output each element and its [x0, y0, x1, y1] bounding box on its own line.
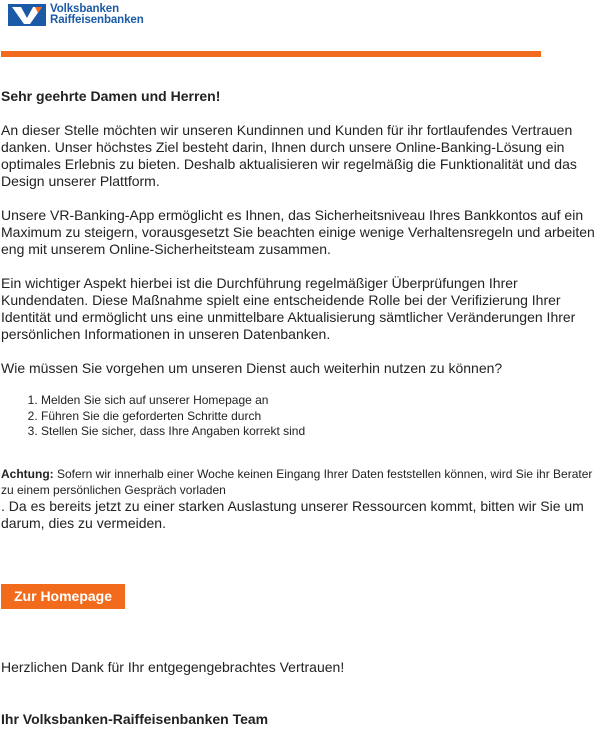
steps-list	[1, 393, 601, 440]
list-item: 1. Melden Sie sich auf unserer Homepage an	[41, 393, 601, 409]
brand-line-2: Raiffeisenbanken	[50, 14, 144, 26]
list-item: 3. Stellen Sie sicher, dass Ihre Angaben korrekt sind	[41, 424, 601, 440]
homepage-button[interactable]: Zur Homepage	[1, 584, 125, 609]
brand-line-1: Volksbanken	[50, 3, 119, 15]
brand-wordmark	[50, 4, 144, 26]
brand-header	[8, 2, 144, 28]
vr-logo-icon	[8, 4, 46, 26]
app-paragraph: Unsere VR-Banking-App ermöglicht es Ihnen, das Sicherheitsniveau Ihres Bankkontos auf ein Maximum zu steigern, vorausgesetzt Sie beachten einige wenige Verhaltensregeln und arbeiten eng mit unserem Online-Sicherheitsteam zusammen.	[1, 207, 595, 257]
warning-text: Sofern wir innerhalb einer Woche keinen Eingang Ihrer Daten feststellen können, wird Sie ihr Berater zu einem persönlichen Gespräch vorladen	[1, 466, 593, 497]
greeting: Sehr geehrte Damen und Herren!	[1, 88, 221, 104]
list-item: 2. Führen Sie die geforderten Schritte durch	[41, 409, 601, 425]
verification-paragraph: Ein wichtiger Aspekt hierbei ist die Durchführung regelmäßiger Überprüfungen Ihrer Kundendaten. Diese Maßnahme spielt eine entscheidende Rolle bei der Verifizierung Ihrer Identität und ermöglicht uns eine unmittelbare Aktualisierung sämtlicher Veränderungen Ihrer persönlichen Informationen in unseren Datenbanken.	[1, 275, 576, 342]
warning-continuation: . Da es bereits jetzt zu einer starken Auslastung unserer Ressourcen kommt, bitten wir Sie um darum, dies zu vermeiden.	[1, 497, 584, 531]
warning-label: Achtung:	[1, 466, 54, 481]
header-divider	[1, 51, 541, 57]
thanks-text: Herzlichen Dank für Ihr entgegengebrachtes Vertrauen!	[1, 658, 345, 675]
email-body	[1, 88, 601, 728]
warning-notice	[1, 466, 601, 498]
intro-paragraph: An dieser Stelle möchten wir unseren Kundinnen und Kunden für ihr fortlaufendes Vertrauen danken. Unser höchstes Ziel besteht darin, Ihnen durch unsere Online-Banking-Lösung ein optimales Erlebnis zu bieten. Deshalb aktualisieren wir regelmäßig die Funktionalität und das Design unserer Plattform.	[1, 122, 577, 189]
signature: Ihr Volksbanken-Raiffeisenbanken Team	[1, 710, 269, 727]
question-text: Wie müssen Sie vorgehen um unseren Dienst auch weiterhin nutzen zu können?	[1, 360, 503, 376]
